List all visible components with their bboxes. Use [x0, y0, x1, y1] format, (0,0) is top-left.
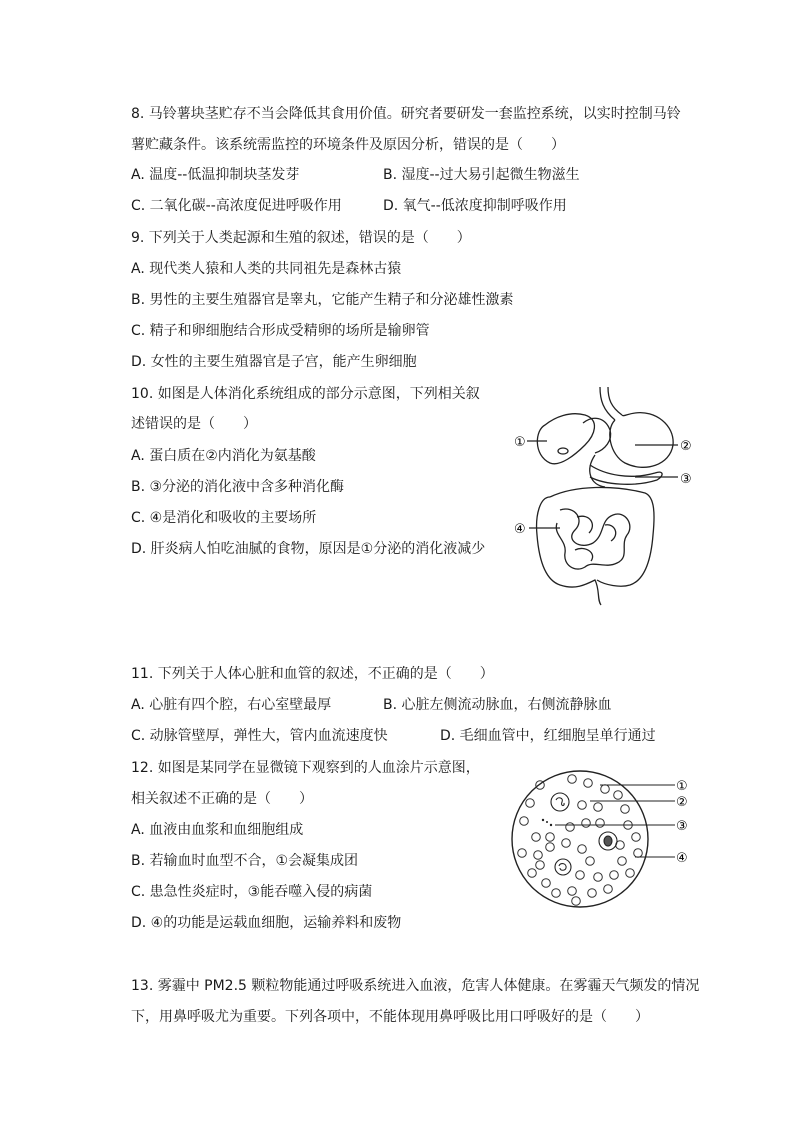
question-9-option-d: D. 女性的主要生殖器官是子宫，能产生卵细胞: [131, 354, 417, 370]
question-12-option-d: D. ④的功能是运载血细胞，运输养料和废物: [131, 915, 402, 931]
esophagus-shape: [600, 387, 615, 420]
question-11-line-1: 11. 下列关于人体心脏和血管的叙述，不正确的是（ ）: [131, 666, 494, 682]
red-blood-cell: [634, 849, 643, 858]
red-blood-cell: [618, 857, 627, 866]
red-blood-cells: [518, 775, 643, 906]
red-blood-cell: [576, 871, 585, 880]
question-13-line-1: 13. 雾霾中 PM2.5 颗粒物能通过呼吸系统进入血液，危害人体健康。在雾霾天气频发的情况: [131, 978, 700, 994]
question-8-line-1: 8. 马铃薯块茎贮存不当会降低其食用价值。研究者要研发一套监控系统，以实时控制马铃: [131, 106, 681, 122]
question-12-line-1: 12. 如图是某同学在显微镜下观察到的人血涂片示意图，: [131, 760, 480, 776]
red-blood-cell: [518, 849, 527, 858]
red-blood-cell: [632, 833, 641, 842]
red-blood-cell: [536, 861, 545, 870]
figure-label-1: ①: [676, 779, 688, 794]
red-blood-cell: [562, 839, 571, 848]
question-11-option-d: D. 毛细血管中，红细胞呈单行通过: [440, 728, 656, 744]
platelets: [542, 819, 552, 826]
red-blood-cell: [610, 871, 619, 880]
question-13-line-2: 下，用鼻呼吸尤为重要。下列各项中，不能体现用鼻呼吸比用口呼吸好的是（ ）: [131, 1009, 649, 1025]
red-blood-cell: [594, 873, 603, 882]
question-8-option-d: D. 氧气--低浓度抑制呼吸作用: [383, 198, 567, 214]
red-blood-cell: [588, 889, 597, 898]
red-blood-cell: [572, 897, 581, 906]
question-8-option-c: C. 二氧化碳--高浓度促进呼吸作用: [131, 198, 342, 214]
small-intestine-shape: [556, 509, 630, 569]
question-9-option-a: A. 现代类人猿和人类的共同祖先是森林古猿: [131, 261, 402, 277]
red-blood-cell: [601, 785, 610, 794]
question-8-option-a: A. 温度--低温抑制块茎发芽: [131, 167, 300, 183]
question-9-line-1: 9. 下列关于人类起源和生殖的叙述，错误的是（ ）: [131, 230, 471, 246]
question-12-option-a: A. 血液由血浆和血细胞组成: [131, 822, 304, 838]
figure-label-4: ④: [676, 851, 688, 866]
red-blood-cell: [568, 775, 577, 784]
figure-label-3: ③: [676, 819, 688, 834]
red-blood-cell: [621, 805, 630, 814]
figure-label-1: ①: [514, 435, 526, 450]
question-10-option-d: D. 肝炎病人怕吃油腻的食物，原因是①分泌的消化液减少: [131, 541, 486, 557]
question-12-option-b: B. 若输血时血型不合，①会凝集成团: [131, 853, 359, 869]
question-10-option-c: C. ④是消化和吸收的主要场所: [131, 510, 317, 526]
red-blood-cell: [520, 817, 529, 826]
red-blood-cell: [578, 845, 587, 854]
red-blood-cell: [582, 819, 591, 828]
question-11-option-c: C. 动脉管壁厚，弹性大，管内血流速度快: [131, 728, 388, 744]
question-10-option-b: B. ③分泌的消化液中含多种消化酶: [131, 479, 345, 495]
red-blood-cell: [536, 781, 545, 790]
red-blood-cell: [526, 799, 535, 808]
red-blood-cell: [604, 885, 613, 894]
question-8-option-b: B. 湿度--过大易引起微生物滋生: [383, 167, 580, 183]
pancreas-shape: [590, 465, 662, 484]
red-blood-cell: [532, 833, 541, 842]
red-blood-cell: [626, 869, 635, 878]
red-blood-cell: [528, 869, 537, 878]
figure-label-4: ④: [514, 522, 526, 537]
red-blood-cell: [584, 779, 593, 788]
red-blood-cell: [568, 887, 577, 896]
red-blood-cell: [586, 857, 595, 866]
red-blood-cell: [534, 851, 543, 860]
figure-label-3: ③: [680, 472, 692, 487]
red-blood-cell: [546, 833, 555, 842]
figure-label-2: ②: [676, 795, 688, 810]
red-blood-cell: [552, 889, 561, 898]
question-10-option-a: A. 蛋白质在②内消化为氨基酸: [131, 448, 316, 464]
question-11-option-b: B. 心脏左侧流动脉血，右侧流静脉血: [383, 697, 612, 713]
red-blood-cell: [614, 791, 623, 800]
question-10-line-2: 述错误的是（ ）: [131, 416, 257, 432]
question-12-line-2: 相关叙述不正确的是（ ）: [131, 791, 313, 807]
figure-label-2: ②: [680, 439, 692, 454]
red-blood-cell: [596, 819, 605, 828]
question-11-option-a: A. 心脏有四个腔，右心室壁最厚: [131, 697, 332, 713]
question-12-option-c: C. 患急性炎症时，③能吞噬入侵的病菌: [131, 884, 373, 900]
red-blood-cell: [542, 879, 551, 888]
question-9-option-b: B. 男性的主要生殖器官是睾丸，它能产生精子和分泌雄性激素: [131, 292, 514, 308]
red-blood-cell: [594, 803, 603, 812]
question-10-line-1: 10. 如图是人体消化系统组成的部分示意图，下列相关叙: [131, 386, 480, 402]
stomach-shape: [610, 413, 673, 468]
question-9-option-c: C. 精子和卵细胞结合形成受精卵的场所是输卵管: [131, 323, 430, 339]
white-blood-cells: [551, 793, 617, 875]
blood-smear-figure: [510, 765, 700, 915]
red-blood-cell: [546, 843, 555, 852]
red-blood-cell: [578, 801, 587, 810]
red-blood-cell: [566, 823, 575, 832]
large-intestine-shape: [537, 497, 601, 605]
digestive-system-figure: [505, 385, 705, 607]
question-8-line-2: 薯贮藏条件。该系统需监控的环境条件及原因分析，错误的是（ ）: [131, 137, 565, 153]
